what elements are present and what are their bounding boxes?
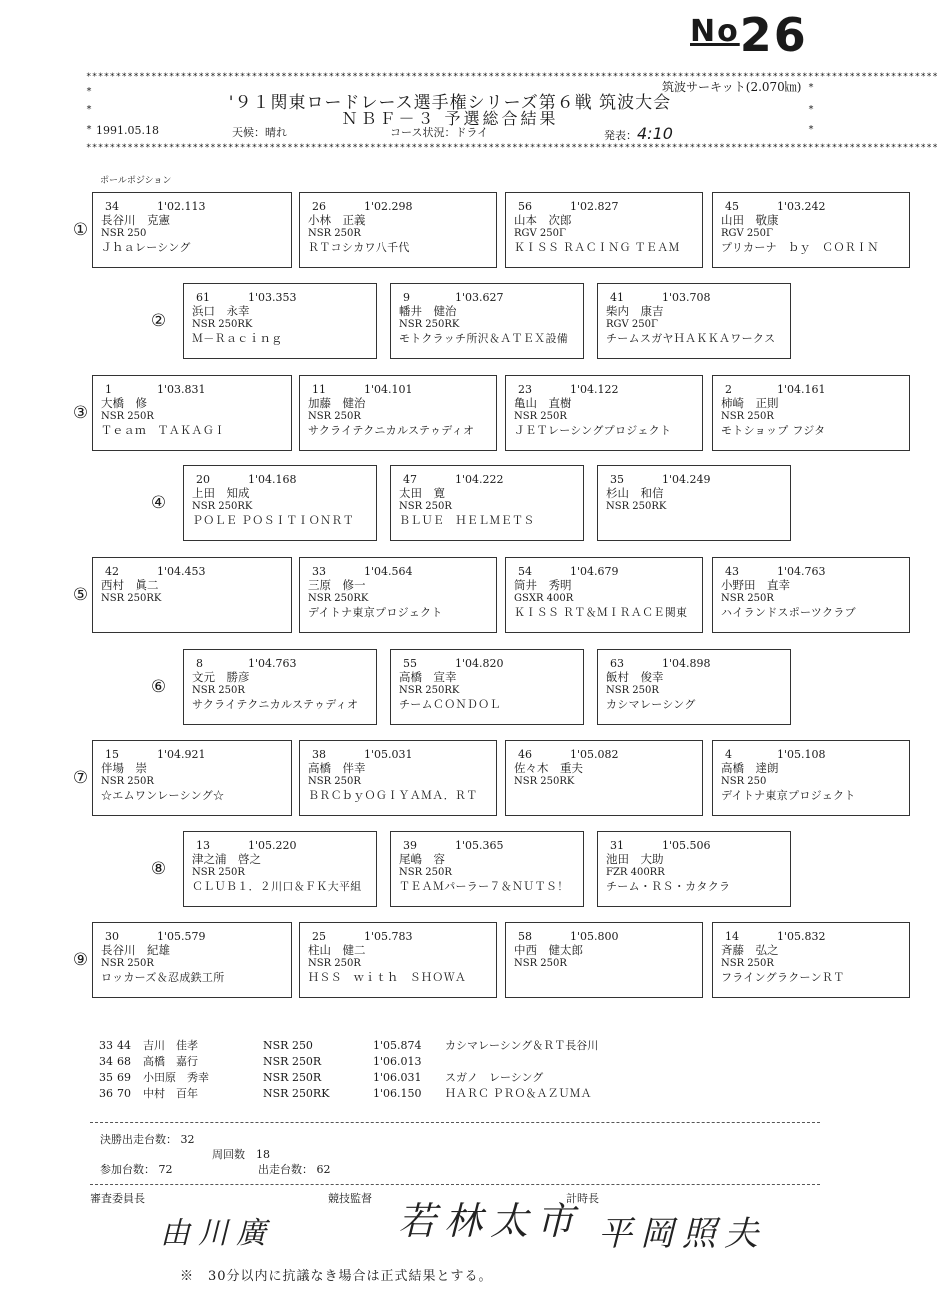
grid-entry <box>299 740 497 816</box>
entry-header <box>308 565 496 579</box>
machine: NSR 250RK <box>399 685 460 696</box>
rider-name: 筒井 秀明 <box>514 577 572 592</box>
machine: NSR 250 <box>263 1038 313 1052</box>
grid-entry <box>505 557 703 633</box>
machine: NSR 250RK <box>101 593 162 604</box>
machine: NSR 250RK <box>308 593 369 604</box>
entry-header <box>606 839 790 853</box>
rider-name: 長谷川 紀雄 <box>101 942 170 957</box>
rider-name: 幡井 健治 <box>399 303 457 318</box>
course-condition: コース状況：ドライ <box>390 126 489 139</box>
entry-header <box>606 291 790 305</box>
entry-header <box>721 748 909 762</box>
grid-entry <box>390 283 584 359</box>
entry-header <box>101 748 291 762</box>
car-number: 61 <box>196 291 210 304</box>
grid-entry <box>712 192 910 268</box>
grid-row-number: ③ <box>72 403 89 423</box>
rider-name: 柴内 康吉 <box>606 303 664 318</box>
team-name: モトショップ フジタ <box>721 423 826 437</box>
machine: RGV 250Γ <box>606 319 658 330</box>
position: 36 <box>99 1086 113 1100</box>
car-number: 15 <box>105 748 119 761</box>
rider-name: 小林 正義 <box>308 212 366 227</box>
team-name: ＴＥＡＭパーラー７＆ＮＵＴＳ！ <box>399 879 569 893</box>
final-starters: 決勝出走台数： 32 <box>100 1133 195 1146</box>
machine: NSR 250RK <box>514 776 575 787</box>
date: 1991.05.18 <box>96 124 159 137</box>
car-number: 34 <box>105 200 119 213</box>
rider-name: 高橋 伴幸 <box>308 760 366 775</box>
car-number: 20 <box>196 473 210 486</box>
team-name: チームスガヤＨＡＫＫＡワークス <box>606 331 776 345</box>
grid-entry <box>92 740 292 816</box>
lap-time: 1'04.921 <box>157 748 206 761</box>
entry-header <box>308 383 496 397</box>
car-number: 43 <box>725 565 739 578</box>
machine: NSR 250RK <box>263 1086 330 1100</box>
machine: NSR 250R <box>101 776 154 787</box>
car-number: 35 <box>610 473 624 486</box>
separator-line-2 <box>90 1184 820 1185</box>
car-number: 26 <box>312 200 326 213</box>
team-name: ＨＡＲＣ ＰＲＯ＆ＡＺＵＭＡ <box>445 1087 592 1100</box>
car-number: 23 <box>518 383 532 396</box>
non-grid-table <box>99 1037 645 1101</box>
team-name: ロッカーズ＆忍成鉄工所 <box>101 970 225 984</box>
lap-time: 1'04.898 <box>662 657 711 670</box>
rider-name: 文元 勝彦 <box>192 669 250 684</box>
rider-name: 中村 百年 <box>143 1087 198 1100</box>
team-name: チーム・ＲＳ・カタクラ <box>606 879 731 893</box>
lap-time: 1'05.031 <box>364 748 413 761</box>
grid-row-number: ⑤ <box>72 585 89 605</box>
rider-name: 西村 眞二 <box>101 577 159 592</box>
machine: NSR 250R <box>192 685 245 696</box>
machine: NSR 250R <box>514 411 567 422</box>
team-name: ☆エムワンレーシング☆ <box>101 788 225 802</box>
lap-time: 1'05.220 <box>248 839 297 852</box>
lap-time: 1'04.122 <box>570 383 619 396</box>
grid-row-number: ⑦ <box>72 768 89 788</box>
star-border-right-2: * <box>808 104 815 115</box>
machine: NSR 250R <box>192 867 245 878</box>
grid-row-number: ⑧ <box>150 859 167 879</box>
team-name: ＫＩＳＳ ＲＴ＆ＭＩＲＡＣＥ関東 <box>514 605 688 619</box>
protest-notice: ※ 30分以内に抗議なき場合は正式結果とする。 <box>180 1269 493 1284</box>
rider-name: 柱山 健二 <box>308 942 366 957</box>
rider-name: 尾嶋 容 <box>399 851 445 866</box>
lap-time: 1'03.627 <box>455 291 504 304</box>
grid-entry <box>505 192 703 268</box>
judge-label: 審査委員長 <box>90 1192 145 1205</box>
machine: NSR 250R <box>263 1070 322 1084</box>
result-row <box>99 1053 645 1069</box>
lap-time: 1'04.161 <box>777 383 826 396</box>
starters: 出走台数： 62 <box>258 1163 331 1176</box>
machine: NSR 250R <box>308 958 361 969</box>
team-name: ＲＴコシカワ八千代 <box>308 240 410 254</box>
grid-entry <box>505 922 703 998</box>
car-number: 14 <box>725 930 739 943</box>
grid-row-number: ⑨ <box>72 950 89 970</box>
grid-entry <box>92 922 292 998</box>
car-number: 69 <box>117 1070 131 1084</box>
lap-time: 1'05.800 <box>570 930 619 943</box>
grid-entry <box>505 375 703 451</box>
entry-header <box>192 657 376 671</box>
lap-time: 1'05.783 <box>364 930 413 943</box>
grid-entry <box>92 375 292 451</box>
rider-name: 浜口 永幸 <box>192 303 250 318</box>
rider-name: 飯村 俊幸 <box>606 669 664 684</box>
rider-name: 亀山 直樹 <box>514 395 572 410</box>
rider-name: 大橋 修 <box>101 395 147 410</box>
grid-row-number: ④ <box>150 493 167 513</box>
machine: NSR 250R <box>308 776 361 787</box>
car-number: 41 <box>610 291 624 304</box>
machine: RGV 250Γ <box>514 228 566 239</box>
rider-name: 加藤 健治 <box>308 395 366 410</box>
entry-header <box>721 565 909 579</box>
entry-header <box>399 657 583 671</box>
rider-name: 中西 健太郎 <box>514 942 583 957</box>
lap-time: 1'03.353 <box>248 291 297 304</box>
car-number: 1 <box>105 383 112 396</box>
grid-entry <box>299 557 497 633</box>
circuit-name: 筑波サーキット(2.070㎞) <box>662 80 802 94</box>
rider-name: 伴場 崇 <box>101 760 147 775</box>
weather: 天候：晴れ <box>232 126 287 139</box>
grid-entry <box>505 740 703 816</box>
team-name: デイトナ東京プロジェクト <box>308 605 443 619</box>
lap-time: 1'04.101 <box>364 383 413 396</box>
rider-name: 高橋 嘉行 <box>143 1055 198 1068</box>
team-name: チームＣＯＮＤＯＬ <box>399 697 501 711</box>
car-number: 46 <box>518 748 532 761</box>
car-number: 13 <box>196 839 210 852</box>
machine: NSR 250RK <box>192 501 253 512</box>
director-label: 競技監督 <box>328 1192 372 1205</box>
car-number: 47 <box>403 473 417 486</box>
team-name <box>445 1053 645 1069</box>
grid-entry <box>597 465 791 541</box>
lap-time: 1'04.763 <box>777 565 826 578</box>
entry-header <box>192 473 376 487</box>
car-number: 9 <box>403 291 410 304</box>
team-name: モトクラッチ所沢＆ＡＴＥＸ設備 <box>399 331 569 345</box>
result-row <box>99 1085 645 1101</box>
entry-header <box>399 839 583 853</box>
car-number: 31 <box>610 839 624 852</box>
team-name: ＢＬＵＥ ＨＥＬＭＥＴＳ <box>399 513 535 527</box>
car-number: 42 <box>105 565 119 578</box>
entry-header <box>721 383 909 397</box>
machine: NSR 250 <box>101 228 147 239</box>
team-name: Ｔｅａｍ ＴＡＫＡＧＩ <box>101 423 226 437</box>
lap-time: 1'04.222 <box>455 473 504 486</box>
machine: NSR 250R <box>606 685 659 696</box>
entry-header <box>101 565 291 579</box>
grid-entry <box>183 649 377 725</box>
rider-name: 太田 寛 <box>399 485 445 500</box>
machine: NSR 250RK <box>399 319 460 330</box>
rider-name: 柿崎 正則 <box>721 395 779 410</box>
position: 34 <box>99 1054 113 1068</box>
lap-time: 1'03.708 <box>662 291 711 304</box>
lap-time: 1'06.031 <box>373 1070 422 1084</box>
grid-entry <box>390 831 584 907</box>
timekeeper-label: 計時長 <box>566 1192 599 1205</box>
machine: NSR 250R <box>721 411 774 422</box>
team-name: ＨＳＳ ｗｉｔｈ ＳＨＯＷＡ <box>308 970 467 984</box>
grid-entry <box>183 831 377 907</box>
lap-time: 1'02.298 <box>364 200 413 213</box>
star-border-top: ************************************************************************************************************************************************ <box>86 72 939 82</box>
lap-time: 1'05.365 <box>455 839 504 852</box>
lap-time: 1'04.249 <box>662 473 711 486</box>
rider-name: 三原 修一 <box>308 577 366 592</box>
grid-row-number: ② <box>150 311 167 331</box>
position: 35 <box>99 1070 113 1084</box>
lap-time: 1'04.763 <box>248 657 297 670</box>
team-name: ＣＬＵＢ１．２川口＆ＦＫ大平組 <box>192 879 362 893</box>
machine: FZR 400RR <box>606 867 665 878</box>
team-name: ＫＩＳＳ ＲＡＣＩＮＧ ＴＥＡＭ <box>514 240 680 254</box>
rider-name: 小田原 秀幸 <box>143 1071 209 1084</box>
entry-header <box>514 383 702 397</box>
machine: NSR 250R <box>308 228 361 239</box>
machine: NSR 250R <box>399 867 452 878</box>
position: 33 <box>99 1038 113 1052</box>
rider-name: 斉藤 弘之 <box>721 942 779 957</box>
rider-name: 杉山 和信 <box>606 485 664 500</box>
rider-name: 吉川 佳孝 <box>143 1039 198 1052</box>
rider-name: 山本 次郎 <box>514 212 572 227</box>
grid-row-number: ⑥ <box>150 677 167 697</box>
team-name: プリカーナ ｂｙ ＣＯＲＩＮ <box>721 240 879 254</box>
machine: NSR 250R <box>721 593 774 604</box>
machine: NSR 250R <box>399 501 452 512</box>
machine: NSR 250R <box>721 958 774 969</box>
lap-time: 1'06.150 <box>373 1086 422 1100</box>
director-signature: 若林太市 <box>398 1199 583 1243</box>
car-number: 68 <box>117 1054 131 1068</box>
team-name: デイトナ東京プロジェクト <box>721 788 856 802</box>
rider-name: 長谷川 克憲 <box>101 212 170 227</box>
star-border-left-2: * <box>86 104 93 115</box>
entry-header <box>308 200 496 214</box>
team-name: カシマレーシング <box>606 697 696 711</box>
car-number: 39 <box>403 839 417 852</box>
rider-name: 津之浦 啓之 <box>192 851 261 866</box>
lap-time: 1'05.579 <box>157 930 206 943</box>
star-border-right: * <box>808 82 815 93</box>
rider-name: 高橋 達朗 <box>721 760 779 775</box>
star-border-left: * <box>86 86 93 97</box>
car-number: 54 <box>518 565 532 578</box>
machine: NSR 250 <box>721 776 767 787</box>
team-name: ＰＯＬＥ ＰＯＳＩＴＩＯＮＲＴ <box>192 513 354 527</box>
laps: 周回数 18 <box>212 1148 270 1161</box>
machine: GSXR 400R <box>514 593 574 604</box>
machine: NSR 250RK <box>606 501 667 512</box>
team-name: ＢＲＣｂｙＯＧＩＹＡＭＡ．ＲＴ <box>308 788 478 802</box>
entry-header <box>192 839 376 853</box>
entry-header <box>308 748 496 762</box>
grid-entry <box>299 922 497 998</box>
announce-time: 発表：4:10 <box>604 124 673 143</box>
entry-header <box>399 473 583 487</box>
entry-header <box>514 200 702 214</box>
grid-entry <box>92 557 292 633</box>
lap-time: 1'02.827 <box>570 200 619 213</box>
lap-time: 1'05.832 <box>777 930 826 943</box>
car-number: 30 <box>105 930 119 943</box>
rider-name: 佐々木 重夫 <box>514 760 583 775</box>
car-number: 25 <box>312 930 326 943</box>
team-name: フライングラクーンＲＴ <box>721 970 845 984</box>
team-name: ハイランドスポーツクラブ <box>721 605 856 619</box>
rider-name: 上田 知成 <box>192 485 250 500</box>
entry-header <box>192 291 376 305</box>
result-row <box>99 1037 645 1053</box>
grid-entry <box>597 649 791 725</box>
rider-name: 山田 敬康 <box>721 212 779 227</box>
team-name: Ｊｈａレーシング <box>101 240 191 254</box>
car-number: 2 <box>725 383 732 396</box>
grid-entry <box>299 375 497 451</box>
timekeeper-signature: 平岡照夫 <box>598 1214 766 1254</box>
non-grid-results <box>99 1037 645 1101</box>
session-title: ＮＢＦ－３ 予選総合結果 <box>341 109 559 128</box>
grid-entry <box>92 192 292 268</box>
entry-header <box>101 383 291 397</box>
lap-time: 1'03.242 <box>777 200 826 213</box>
result-row <box>99 1069 645 1085</box>
grid-entry <box>183 283 377 359</box>
lap-time: 1'04.453 <box>157 565 206 578</box>
machine: NSR 250R <box>308 411 361 422</box>
grid-entry <box>597 283 791 359</box>
event-title: '９１関東ロードレース選手権シリーズ第６戦 筑波大会 <box>228 93 672 113</box>
lap-time: 1'04.820 <box>455 657 504 670</box>
machine: NSR 250R <box>101 958 154 969</box>
star-border-right-3: * <box>808 124 815 135</box>
entry-header <box>101 200 291 214</box>
lap-time: 1'05.874 <box>373 1038 422 1052</box>
entry-header <box>308 930 496 944</box>
machine: NSR 250RK <box>192 319 253 330</box>
pole-position-label: ポールポジション <box>100 176 172 186</box>
judge-signature: 由川廣 <box>160 1216 274 1251</box>
entry-header <box>514 930 702 944</box>
entry-header <box>514 565 702 579</box>
lap-time: 1'03.831 <box>157 383 206 396</box>
lap-time: 1'04.679 <box>570 565 619 578</box>
grid-entry <box>390 649 584 725</box>
car-number: 63 <box>610 657 624 670</box>
car-number: 11 <box>312 383 326 396</box>
car-number: 33 <box>312 565 326 578</box>
grid-entry <box>712 740 910 816</box>
machine: NSR 250R <box>101 411 154 422</box>
entry-header <box>101 930 291 944</box>
grid-entry <box>299 192 497 268</box>
grid-entry <box>712 557 910 633</box>
entry-header <box>606 473 790 487</box>
machine: NSR 250R <box>514 958 567 969</box>
lap-time: 1'04.168 <box>248 473 297 486</box>
entrants: 参加台数： 72 <box>100 1163 173 1176</box>
team-name: カシマレーシング＆ＲＴ長谷川 <box>445 1039 599 1052</box>
car-number: 38 <box>312 748 326 761</box>
car-number: 70 <box>117 1086 131 1100</box>
lap-time: 1'05.108 <box>777 748 826 761</box>
car-number: 45 <box>725 200 739 213</box>
star-border-left-3: * <box>86 124 93 135</box>
machine: NSR 250R <box>263 1054 322 1068</box>
grid-entry <box>390 465 584 541</box>
grid-entry <box>712 922 910 998</box>
entry-header <box>514 748 702 762</box>
lap-time: 1'05.506 <box>662 839 711 852</box>
rider-name: 池田 大助 <box>606 851 664 866</box>
car-number: 56 <box>518 200 532 213</box>
grid-entry <box>183 465 377 541</box>
lap-time: 1'04.564 <box>364 565 413 578</box>
grid-row-number: ① <box>72 220 89 240</box>
entry-header <box>399 291 583 305</box>
machine: RGV 250Γ <box>721 228 773 239</box>
car-number: 4 <box>725 748 732 761</box>
car-number: 58 <box>518 930 532 943</box>
rider-name: 高橋 宣幸 <box>399 669 457 684</box>
team-name: Ｍ－Ｒａｃｉｎｇ <box>192 331 283 345</box>
team-name: サクライテクニカルステゥディオ <box>308 423 475 437</box>
car-number: 55 <box>403 657 417 670</box>
entry-header <box>606 657 790 671</box>
grid-entry <box>712 375 910 451</box>
team-name: ＪＥＴレーシングプロジェクト <box>514 423 672 437</box>
lap-time: 1'05.082 <box>570 748 619 761</box>
car-number: 44 <box>117 1038 131 1052</box>
grid-entry <box>597 831 791 907</box>
lap-time: 1'06.013 <box>373 1054 422 1068</box>
entry-header <box>721 930 909 944</box>
car-number: 8 <box>196 657 203 670</box>
team-name: スガノ レーシング <box>445 1071 544 1084</box>
document-number: $^{No}$26 <box>690 8 808 62</box>
team-name: サクライテクニカルステゥディオ <box>192 697 359 711</box>
lap-time: 1'02.113 <box>157 200 206 213</box>
rider-name: 小野田 直幸 <box>721 577 790 592</box>
entry-header <box>721 200 909 214</box>
star-border-bottom: ************************************************************************************************************************************************ <box>86 143 939 153</box>
separator-line <box>90 1122 820 1123</box>
